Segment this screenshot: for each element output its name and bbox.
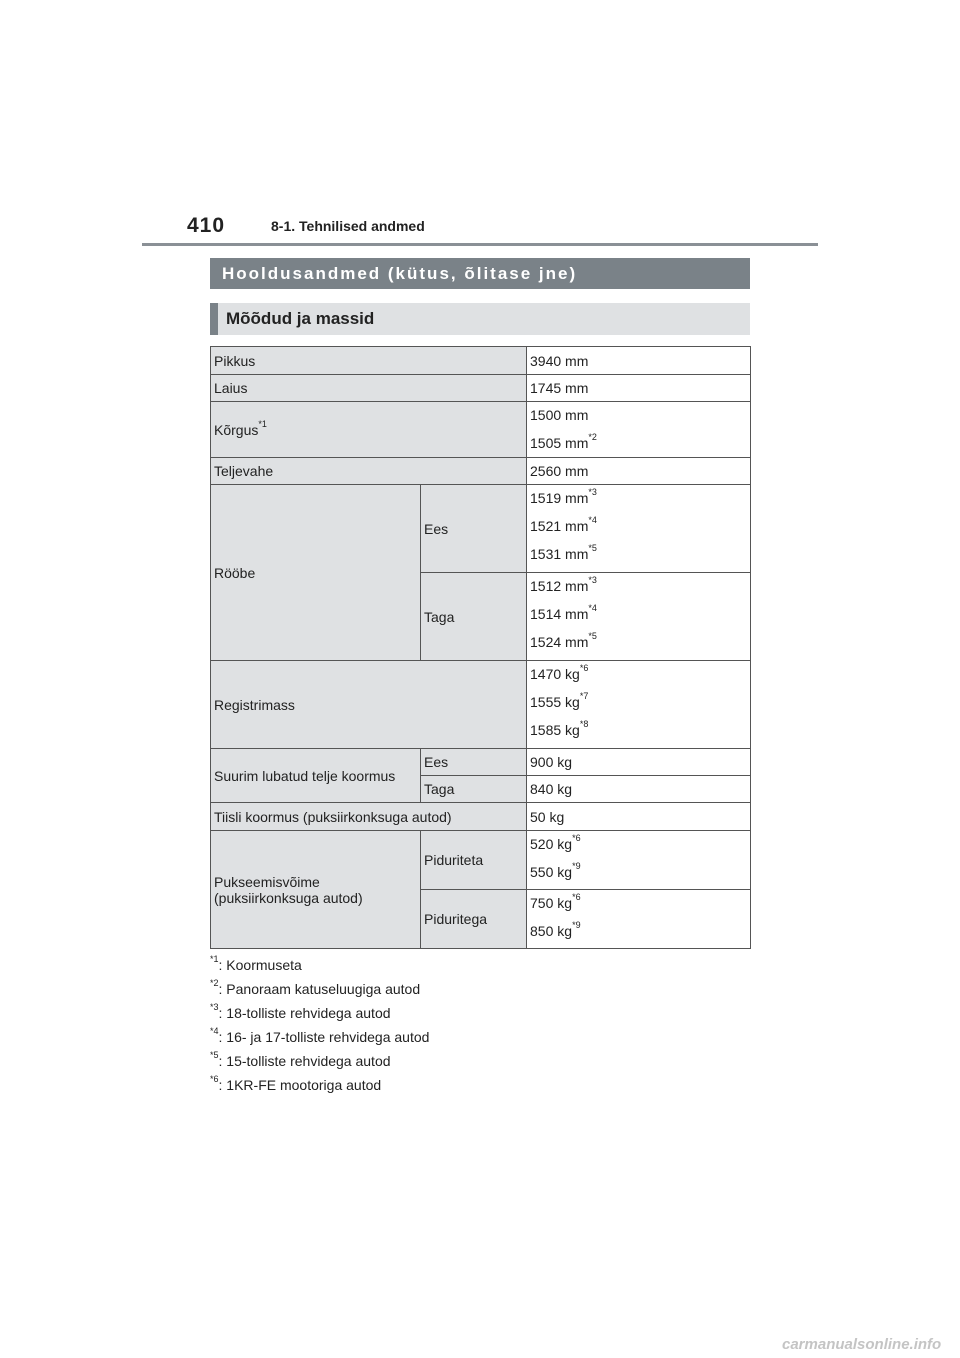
value-text: 1512 mm [530,578,589,594]
row-value [527,573,751,661]
row-label: Registrimass [211,661,527,749]
row-value [527,661,751,749]
row-sublabel: Piduritega [421,890,527,949]
value-line [530,603,750,634]
footnote-mark: *2 [210,978,219,989]
value-line [530,631,750,656]
row-label [211,402,527,458]
footnote-text: : Koormuseta [218,957,302,973]
value-line [530,575,750,606]
table-row [211,375,751,402]
footnote-mark: *1 [210,954,219,965]
section-banner: Hooldusandmed (kütus, õlitase jne) [210,258,750,289]
footnote-mark: *6 [579,663,589,674]
value-text: 520 kg [530,836,573,852]
value-text: 1514 mm [530,606,589,622]
footnote-mark: *1 [258,418,267,429]
footnote-mark: *6 [572,833,581,844]
footnote-text: : 15-tolliste rehvidega autod [218,1053,391,1069]
footnote [210,1001,429,1025]
footnote-mark: *4 [588,515,597,526]
value-line [530,861,750,886]
footnote [210,977,429,1001]
row-value [527,890,751,949]
label-line: (puksiirkonksuga autod) [214,889,363,906]
footnote-mark: *4 [210,1026,219,1037]
value-text: 1470 kg [530,666,580,682]
footnote-mark: *4 [588,603,597,614]
table-row [211,402,751,458]
table-row [211,458,751,485]
row-label: Teljevahe [211,458,527,485]
footnote-mark: *5 [210,1050,219,1061]
row-value: 900 kg [527,749,751,776]
row-value: 2560 mm [527,458,751,485]
row-value: 840 kg [527,776,751,803]
footnote-text: : 1KR-FE mootoriga autod [218,1077,382,1093]
footnote [210,1073,429,1097]
row-value: 50 kg [527,803,751,831]
row-sublabel: Ees [421,749,527,776]
footnote-mark: *6 [572,892,581,903]
row-label: Pikkus [211,347,527,375]
row-value [527,402,751,458]
footnote [210,1025,429,1049]
row-value: 3940 mm [527,347,751,375]
value-line [530,515,750,546]
table-row [211,661,751,749]
value-text: 1585 kg [530,722,580,738]
footnote-mark: *2 [588,432,597,443]
value-line [530,663,750,694]
table-row [211,803,751,831]
value-line [530,407,750,435]
footnote [210,953,429,977]
row-sublabel: Ees [421,485,527,573]
table-row [211,749,751,776]
value-line [530,892,750,923]
value-line [530,719,750,744]
value-line [530,543,750,568]
table-row [211,485,751,573]
footnote-mark: *3 [588,487,597,498]
footnote-mark: *3 [588,575,597,586]
row-sublabel: Taga [421,573,527,661]
value-text: 850 kg [530,923,573,939]
value-line [530,920,750,945]
row-label [211,831,421,949]
watermark: carmanualsonline.info [782,1336,942,1353]
specs-table [210,346,751,949]
footnote-mark: *5 [588,543,597,554]
label-line: Pukseemisvõime [214,873,320,890]
footnote-mark: *3 [210,1002,219,1013]
row-label: Tiisli koormus (puksiirkonksuga autod) [211,803,527,831]
label-text: Kõrgus [214,421,259,438]
subsection-heading: Mõõdud ja massid [210,303,750,335]
row-value [527,485,751,573]
row-label: Rööbe [211,485,421,661]
section-title: 8-1. Tehnilised andmed [271,218,425,234]
row-value [527,831,751,890]
value-line [530,691,750,722]
row-sublabel: Piduriteta [421,831,527,890]
row-sublabel: Taga [421,776,527,803]
value-text: 1505 mm [530,435,589,451]
footnote [210,1049,429,1073]
row-label: Suurim lubatud telje koormus [211,749,421,803]
value-text: 1519 mm [530,490,589,506]
footnotes [210,953,429,1097]
footnote-mark: *9 [572,861,581,872]
footnote-mark: *9 [572,920,581,931]
footnote-mark: *6 [210,1074,219,1085]
value-text: 1555 kg [530,694,580,710]
header-divider [142,243,818,246]
value-line [530,833,750,864]
value-line [530,432,750,457]
value-text: 750 kg [530,895,573,911]
row-value: 1745 mm [527,375,751,402]
page-number: 410 [187,214,226,237]
table-row [211,347,751,375]
footnote-mark: *8 [579,719,589,730]
table-row [211,831,751,890]
value-line [530,487,750,518]
value-text: 1521 mm [530,518,589,534]
footnote-mark: *7 [579,691,589,702]
value-text: 1531 mm [530,546,589,562]
footnote-text: : 16- ja 17-tolliste rehvidega autod [218,1029,430,1045]
footnote-text: : Panoraam katuseluugiga autod [218,981,421,997]
footnote-text: : 18-tolliste rehvidega autod [218,1005,391,1021]
footnote-mark: *5 [588,631,597,642]
row-label: Laius [211,375,527,402]
value-text: 1500 mm [530,407,589,423]
value-text: 1524 mm [530,634,589,650]
value-text: 550 kg [530,864,573,880]
